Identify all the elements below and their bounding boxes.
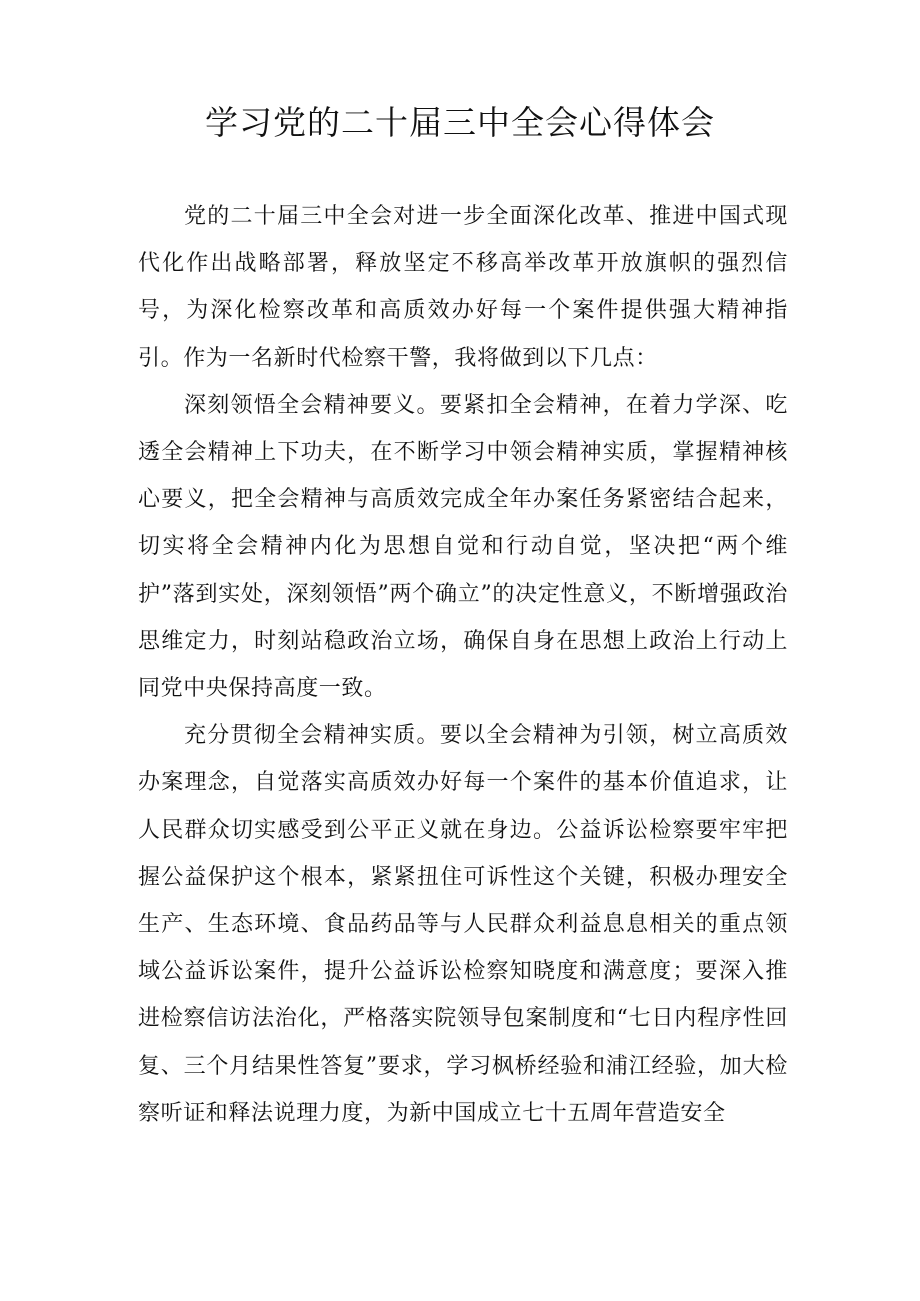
document-title: 学习党的二十届三中全会心得体会 (205, 103, 715, 142)
paragraph-implement-spirit: 充分贯彻全会精神实质。要以全会精神为引领，树立高质效办案理念，自觉落实高质效办好每一个案件的基本价值追求，让人民群众切实感受到公平正义就在身边。公益诉讼检察要牢牢把握公益保护这个根本，紧紧扭住可诉性这个关键，积极办理安全生产、生态环境、食品药品等与人民群众利益息息相关的重点领域公益诉讼案件，提升公益诉讼检察知晓度和满意度；要深入推进检察信访法治化，严格落实院领导包案制度和“七日内程序性回复、三个月结果性答复”要求，学习枫桥经验和浦江经验，加大检察听证和释法说理力度，为新中国成立七十五周年营造安全 (138, 723, 788, 1126)
paragraph-intro: 党的二十届三中全会对进一步全面深化改革、推进中国式现代化作出战略部署，释放坚定不移高举改革开放旗帜的强烈信号，为深化检察改革和高质效办好每一个案件提供强大精神指引。作为一名新时代检察干警，我将做到以下几点： (138, 204, 788, 371)
document-body (138, 193, 788, 1137)
paragraph-comprehend-spirit: 深刻领悟全会精神要义。要紧扣全会精神，在着力学深、吃透全会精神上下功夫，在不断学习中领会精神实质，掌握精神核心要义，把全会精神与高质效完成全年办案任务紧密结合起来，切实将全会精神内化为思想自觉和行动自觉，坚决把“两个维护”落到实处，深刻领悟”两个确立”的决定性意义，不断增强政治思维定力，时刻站稳政治立场，确保自身在思想上政治上行动上同党中央保持高度一致。 (138, 392, 788, 702)
